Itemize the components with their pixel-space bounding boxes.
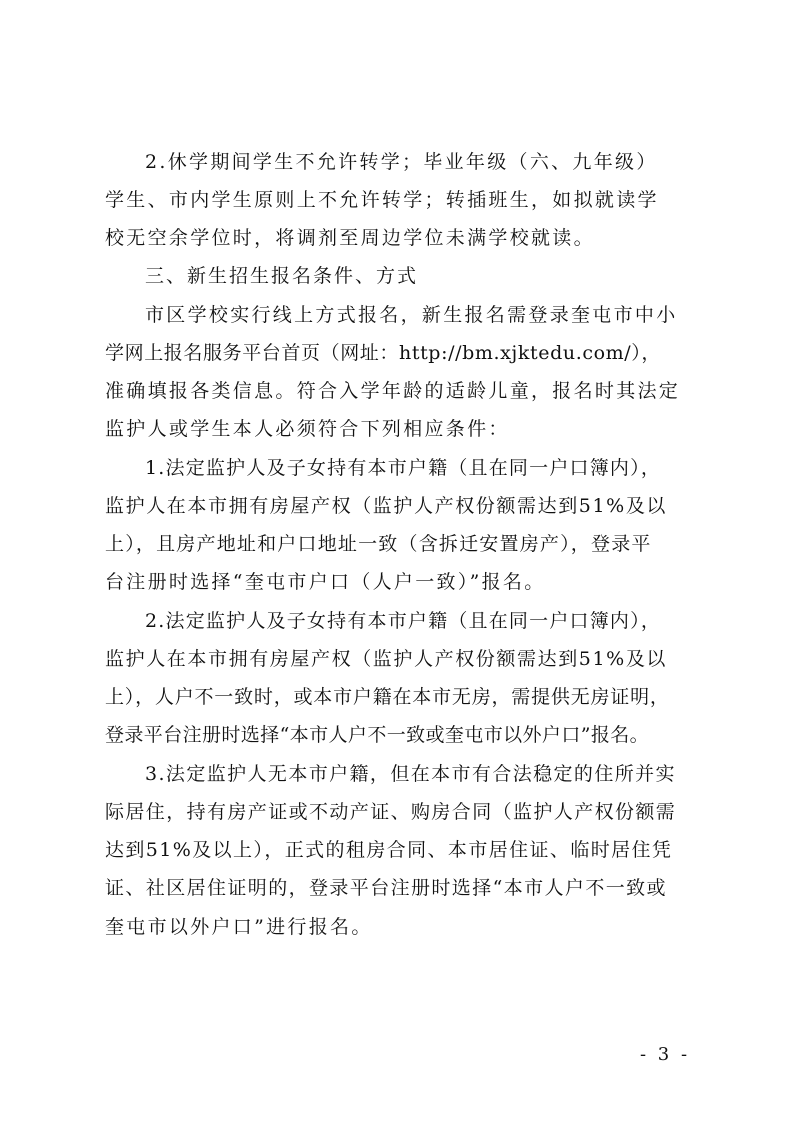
paragraph-line: 达到51%及以上），正式的租房合同、本市居住证、临时居住凭 [105,839,673,861]
paragraph-line: 2.休学期间学生不允许转学；毕业年级（六、九年级） [145,151,658,173]
paragraph-line: 上），人户不一致时，或本市户籍在本市无房，需提供无房证明， [105,686,670,708]
paragraph-line: 1.法定监护人及子女持有本市户籍（且在同一户口簿内）， [145,457,662,479]
section-heading: 三、新生招生报名条件、方式 [145,265,419,287]
paragraph-line: 学生、市内学生原则上不允许转学；转插班生，如拟就读学 [105,189,659,211]
paragraph-line: 台注册时选择“奎屯市户口（人户一致）”报名。 [105,571,546,593]
paragraph-line: 学网上报名服务平台首页（网址：http://bm.xjktedu.com/）， [105,342,661,364]
paragraph-line: 2.法定监护人及子女持有本市户籍（且在同一户口簿内）， [145,610,662,632]
paragraph-line: 登录平台注册时选择“本市人户不一致或奎屯市以外户口”报名。 [105,724,650,746]
paragraph-line: 际居住，持有房产证或不动产证、购房合同（监护人产权份额需 [105,801,677,823]
paragraph-line: 监护人或学生本人必须符合下列相应条件： [105,418,510,440]
paragraph-line: 监护人在本市拥有房屋产权（监护人产权份额需达到51%及以 [105,495,668,517]
paragraph-line: 证、社区居住证明的，登录平台注册时选择“本市人户不一致或 [105,877,667,899]
paragraph-line: 准确填报各类信息。符合入学年龄的适龄儿童，报名时其法定 [105,380,681,402]
paragraph-line: 3.法定监护人无本市户籍，但在本市有合法稳定的住所并实 [145,763,676,785]
paragraph-line: 上），且房产地址和户口地址一致（含拆迁安置房产），登录平 [105,533,652,555]
page-number: - 3 - [640,1044,691,1065]
paragraph-line: 奎屯市以外户口”进行报名。 [105,916,373,938]
paragraph-line: 监护人在本市拥有房屋产权（监护人产权份额需达到51%及以 [105,648,668,670]
paragraph-line: 校无空余学位时，将调剂至周边学位未满学校就读。 [105,227,595,249]
paragraph-line: 市区学校实行线上方式报名，新生报名需登录奎屯市中小 [145,304,678,326]
